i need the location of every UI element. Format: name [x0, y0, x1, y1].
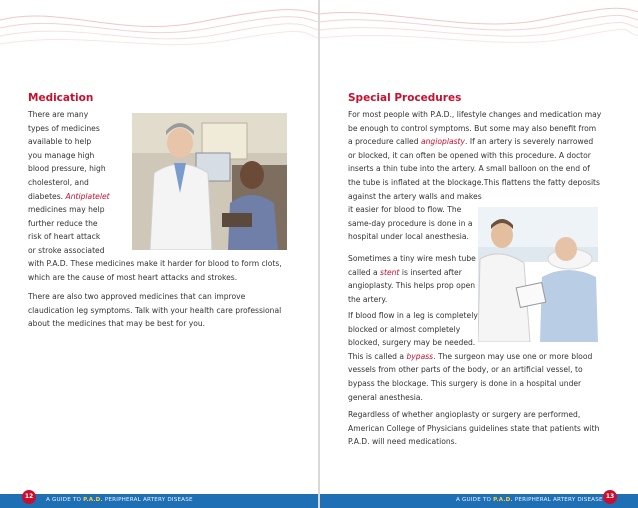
text-line: or stroke associated	[28, 245, 105, 255]
doctor-patient-photo	[132, 113, 287, 250]
text-line: inserts a thin tube into the artery. A small balloon on the end of	[348, 164, 590, 174]
special-procedures-heading: Special Procedures	[348, 92, 462, 104]
text-line: Sometimes a tiny wire mesh tube	[348, 254, 476, 263]
right-page	[320, 0, 638, 508]
text-line: blocked or almost completely	[348, 324, 461, 334]
text-line	[348, 135, 633, 149]
text-line: hospital under local anesthesia.	[348, 232, 469, 242]
text-line: claudication leg symptoms. Talk with your health care professional	[28, 305, 282, 315]
text-line: There are also two approved medicines that can improve	[28, 292, 246, 301]
medication-text-narrow	[28, 108, 128, 258]
medication-paragraph-2	[28, 290, 313, 331]
text-line: or blocked, it can often be opened with this procedure. A doctor	[348, 150, 591, 160]
footer-pad-label: P.A.D.	[83, 497, 103, 503]
left-footer-bar	[0, 494, 318, 508]
footer-pad-label: P.A.D.	[493, 497, 513, 503]
text-line: same-day procedure is done in a	[348, 218, 473, 228]
text-line: further reduce the	[28, 218, 98, 228]
antiplatelet-term: Antiplatelet	[65, 191, 110, 201]
decorative-swirl-header	[0, 0, 318, 60]
text-line: which are the cause of most heart attacks and strokes.	[28, 272, 238, 282]
text-line: types of medicines	[28, 123, 100, 133]
medication-text-wide	[28, 257, 313, 284]
footer-text: A GUIDE TO	[456, 497, 494, 503]
page-number-badge: 12	[22, 490, 36, 504]
right-footer-bar	[320, 494, 638, 508]
text-line: P.A.D. will need medications.	[348, 437, 458, 447]
text-line	[348, 266, 498, 280]
text-line: vessels from other parts of the body, or an artificial vessel, to	[348, 365, 583, 375]
text-line: angioplasty. This helps prop open	[348, 281, 476, 291]
text-line: the artery.	[348, 294, 388, 304]
stent-term: stent	[380, 267, 400, 277]
text-line: against the artery walls and makes	[348, 191, 482, 201]
procedures-paragraph-2	[348, 252, 498, 306]
text-span: diabetes.	[28, 191, 66, 201]
procedures-paragraph-4	[348, 408, 633, 449]
text-line: available to help	[28, 137, 92, 147]
left-page	[0, 0, 318, 508]
page-number-badge: 13	[603, 490, 617, 504]
text-span: . The surgeon may use one or more blood	[433, 351, 593, 361]
text-line	[28, 190, 128, 204]
text-line: Regardless of whether angioplasty or surgery are performed,	[348, 410, 581, 419]
text-line: medicines may help	[28, 205, 105, 215]
text-line: If blood flow in a leg is completely	[348, 311, 478, 320]
text-line: you manage high	[28, 150, 95, 160]
text-line: it easier for blood to flow. The	[348, 205, 462, 215]
text-span: a procedure called	[348, 137, 421, 147]
text-line: risk of heart attack	[28, 232, 101, 242]
text-line: blocked, surgery may be needed.	[348, 338, 476, 348]
text-line	[348, 350, 633, 364]
text-line: the tube is inflated at the blockage.This flattens the fatty deposits	[348, 177, 600, 187]
footer-title	[456, 497, 603, 503]
text-line: There are many	[28, 110, 89, 119]
text-line: bypass the blockage. This surgery is done in a hospital under	[348, 378, 582, 388]
text-line: blood pressure, high	[28, 164, 106, 174]
text-span: This is called a	[348, 351, 407, 361]
text-line: American College of Physicians guidelines state that patients with	[348, 423, 600, 433]
medication-heading: Medication	[28, 92, 94, 104]
text-line: with P.A.D. These medicines make it harder for blood to form clots,	[28, 259, 282, 268]
text-span: called a	[348, 267, 381, 277]
bypass-term: bypass	[406, 351, 434, 361]
text-line: be enough to control symptoms. But some may also benefit from	[348, 123, 597, 133]
text-line: general anesthesia.	[348, 392, 423, 402]
footer-text: A GUIDE TO	[46, 497, 84, 503]
angioplasty-term: angioplasty	[420, 137, 466, 147]
footer-title	[46, 497, 193, 503]
footer-text: PERIPHERAL ARTERY DISEASE	[102, 497, 193, 503]
text-span: is inserted after	[399, 267, 462, 277]
text-line: For most people with P.A.D., lifestyle changes and medication may	[348, 110, 602, 119]
text-line: about the medicines that may be best for you.	[28, 319, 206, 329]
text-span: . If an artery is severely narrowed	[465, 137, 594, 147]
text-line: cholesterol, and	[28, 177, 89, 187]
decorative-swirl-header	[320, 0, 638, 60]
hospital-bedside-photo	[478, 207, 598, 342]
footer-text: PERIPHERAL ARTERY DISEASE	[512, 497, 603, 503]
